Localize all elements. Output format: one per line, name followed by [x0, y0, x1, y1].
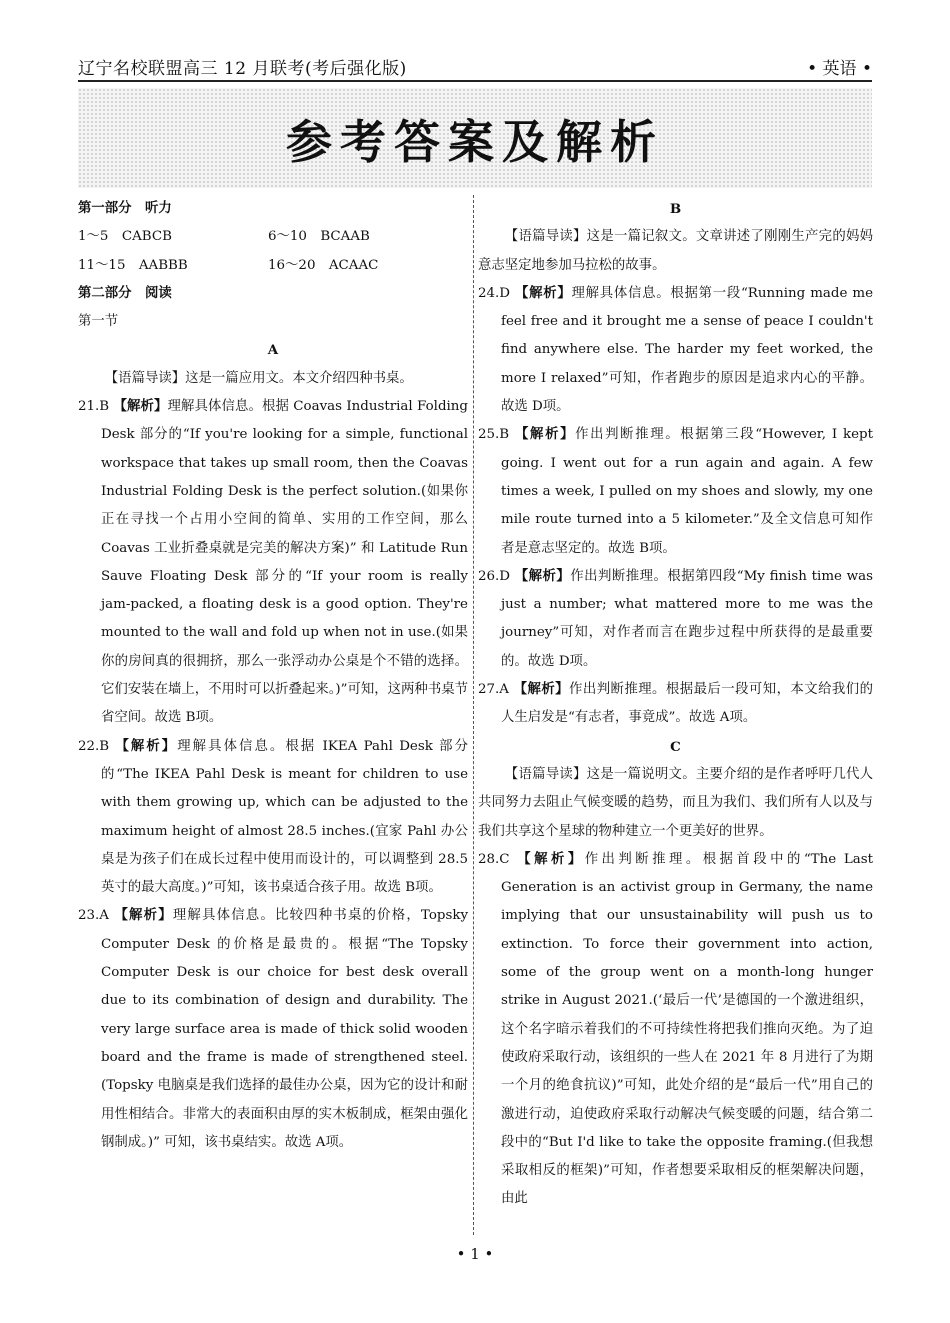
item-number: 22.B: [78, 738, 110, 754]
exam-title: 辽宁名校联盟高三 12 月联考(考后强化版): [78, 59, 407, 79]
item-text: 理解具体信息。比较四种书桌的价格，Topsky Computer Desk 的价格是最贵的。根据“The Topsky Computer Desk is our choice for best desk overall due to its combination of design and durability. The very large surface area is made of thick solid wooden board and the frame is made of strengthened steel.(Topsky 电脑桌是我们选择的最佳办公桌，因为它的设计和耐用性相结合。非常大的表面积由厚的实木板制成，框架由强化钢制成。)” 可知，该书桌结实。故选 A项。: [101, 908, 469, 1150]
item-number: 25.B: [478, 427, 510, 443]
page-header: [78, 50, 872, 82]
analysis-tag: 【解析】: [514, 568, 571, 584]
item-number: 24.D: [478, 285, 511, 301]
analysis-tag: 【解析】: [115, 738, 178, 754]
item-number: 27.A: [478, 682, 509, 698]
analysis-tag: 【解析】: [113, 399, 168, 415]
page-title: 参考答案及解析: [286, 115, 664, 169]
passage-guide-c: 【语篇导读】这是一篇说明文。主要介绍的是作者呼吁几代人共同努力去阻止气候变暖的趋势，而且为我们、我们所有人以及与我们共享这个星球的物种建立一个更美好的世界。: [478, 766, 873, 839]
item-text: 作出判断推理。根据第三段“However, I kept going. I went out for a run again and again. A few times a week, I pulled on my shoes and slowly, my one mile route turned into a 5 kilometer.”及全文信息可知作者是意志坚定的。故选 B项。: [501, 427, 873, 556]
item-number: 28.C: [478, 851, 510, 867]
answer-item-26: [478, 563, 873, 676]
analysis-tag: 【解析】: [513, 682, 570, 698]
right-column: [478, 195, 873, 1214]
item-text: 理解具体信息。根据第一段“Running made me feel free and it brought me a sense of peace I couldn't find anywhere else. The harder my feet worked, the more I relaxed”可知，作者跑步的原因是追求内心的平静。故选 D项。: [501, 285, 874, 415]
answer-group: 16～20 ACAAC: [268, 257, 379, 273]
answer-item-21: [78, 393, 468, 733]
subsection-heading: 第一节: [78, 314, 119, 330]
passage-label-c: C: [670, 738, 681, 755]
item-text: 作出判断推理。根据第四段“My finish time was just a number; what mattered more to me was the journey”可知，对作者而言在跑步过程中所获得的是最重要的。故选 D项。: [501, 568, 874, 669]
analysis-tag: 【解析】: [515, 427, 576, 443]
answer-item-23: [78, 902, 468, 1157]
answer-item-28: [478, 846, 873, 1214]
item-text: 作出判断推理。根据首段中的“The Last Generation is an activist group in Germany, the name implying that our unsustainability will push us to extinction. To force their government into action, some of the group went on a month-long hunger strike in August 2021.(‘最后一代’是德国的一个激进组织，这个名字暗示着我们的不可持续性将把我们推向灭绝。为了迫使政府采取行动，该组织的一些人在 2021 年 8 月进行了为期一个月的绝食抗议)”可知，此处介绍的是“最后一代”用自己的激进行动，迫使政府采取行动解决气候变暖的问题，结合第二段中的“But I'd like to take the opposite framing.(但我想采取相反的框架)”可知，作者想要采取相反的框架解决问题，由此: [501, 851, 873, 1207]
passage-guide-b: 【语篇导读】这是一篇记叙文。文章讲述了刚刚生产完的妈妈意志坚定地参加马拉松的故事。: [478, 229, 873, 273]
item-number: 23.A: [78, 908, 109, 924]
section-heading-listening: 第一部分 听力: [78, 201, 172, 216]
answer-group: 1～5 CABCB: [78, 229, 172, 245]
answer-item-22: [78, 733, 468, 903]
subject-label: • 英语 •: [807, 59, 872, 79]
item-text: 作出判断推理。根据最后一段可知，本文给我们的人生启发是“有志者，事竟成”。故选 A项。: [501, 682, 874, 726]
answer-item-24: [478, 280, 873, 421]
answer-item-27: [478, 676, 873, 733]
item-number: 26.D: [478, 568, 511, 584]
left-column: [78, 195, 468, 1157]
passage-label-b: B: [669, 201, 682, 217]
item-number: 21.B: [78, 399, 110, 415]
passage-guide-a: 【语篇导读】这是一篇应用文。本文介绍四种书桌。: [104, 370, 413, 386]
item-text: 理解具体信息。根据 IKEA Pahl Desk 部分的“The IKEA Pahl Desk is meant for children to use with them growing up, which can be adjusted to the maximum height of almost 28.5 inches.(宜家 Pahl 办公桌是为孩子们在成长过程中使用而设计的，可以调整到 28.5 英寸的最大高度。)”可知，该书桌适合孩子用。故选 B项。: [101, 738, 468, 896]
item-text: 理解具体信息。根据 Coavas Industrial Folding Desk 部分的“If you're looking for a simple, functional workspace that takes up small room, then the Coavas Industrial Folding Desk is the perfect solution.(如果你正在寻找一个占用小空间的简单、实用的工作空间，那么 Coavas 工业折叠桌就是完美的解决方案)” 和 Latitude Run Sauve Floating Desk 部分的“If your room is really jam-packed, a floating desk is a good option. They're mounted to the wall and fold up when not in use.(如果你的房间真的很拥挤，那么一张浮动办公桌是个不错的选择。它们安装在墙上，不用时可以折叠起来。)”可知，这两种书桌节省空间。故选 B项。: [101, 399, 469, 726]
answer-group: 11～15 AABBB: [78, 257, 188, 273]
analysis-tag: 【解析】: [114, 908, 173, 924]
section-heading-reading: 第二部分 阅读: [78, 285, 172, 301]
answer-group: 6～10 BCAAB: [268, 229, 370, 245]
analysis-tag: 【解析】: [517, 851, 585, 867]
answer-row: [78, 252, 468, 280]
title-banner: [78, 88, 872, 188]
page-number: • 1 •: [456, 1245, 494, 1263]
answer-item-25: [478, 421, 873, 562]
passage-label-a: A: [267, 342, 279, 359]
analysis-tag: 【解析】: [515, 285, 572, 301]
column-divider: [473, 195, 474, 1235]
answer-row: [78, 223, 468, 251]
